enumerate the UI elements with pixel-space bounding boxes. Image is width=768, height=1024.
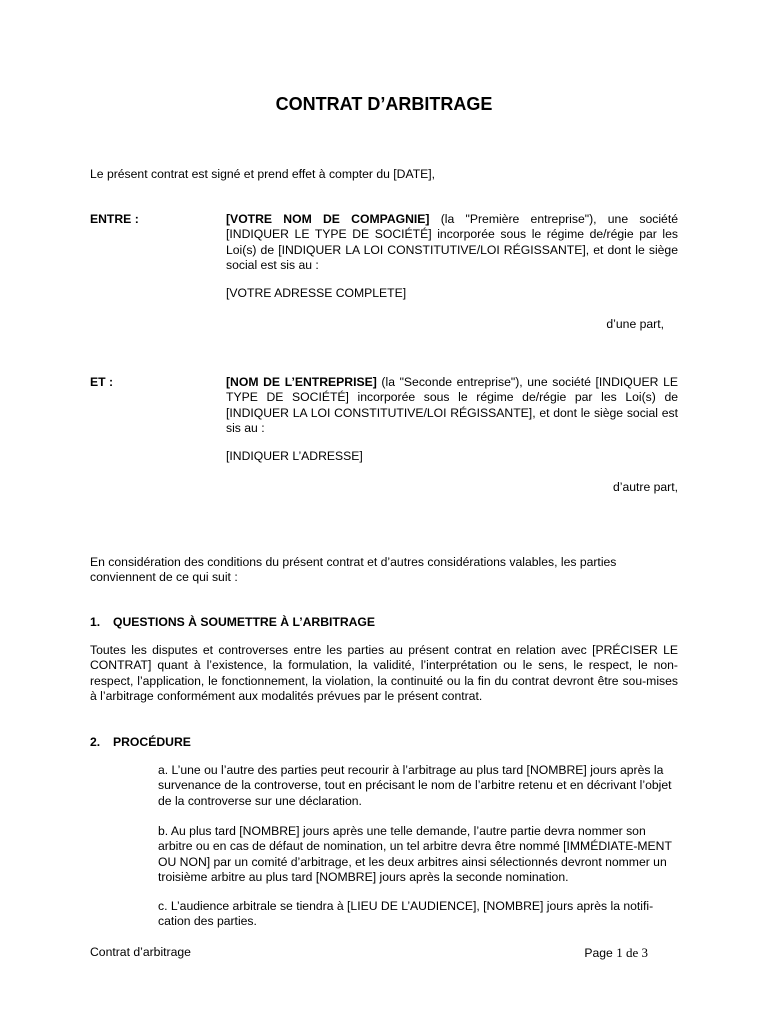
footer-page-label: Page	[584, 946, 617, 960]
party2-name: [NOM DE L’ENTREPRISE]	[226, 375, 377, 389]
section2-item-a: a. L’une ou l’autre des parties peut recourir à l’arbitrage au plus tard [NOMBRE] jours après la survenance de la controverse, tout en précisant le nom de l’arbitre retenu et en décrivant l’objet de la controverse sur une déclaration.	[158, 763, 672, 808]
document-title: CONTRAT D’ARBITRAGE	[275, 94, 493, 114]
footer-document-name: Contrat d’arbitrage	[90, 945, 191, 959]
party1-side: d’une part,	[606, 317, 664, 331]
section2-item-c: c. L’audience arbitrale se tiendra à [LIEU DE L’AUDIENCE], [NOMBRE] jours après la notifi-cation des parties.	[158, 899, 654, 929]
footer-page-sep: de	[622, 945, 642, 960]
section1-number: 1.	[90, 615, 101, 629]
party2-label: ET :	[90, 375, 114, 389]
section2-item-b: b. Au plus tard [NOMBRE] jours après une telle demande, l’autre partie devra nommer son arbitre ou en cas de défaut de nomination, un tel arbitre devra être nommé [IMMÉDIATE-MENT OU NON] par un comité d’arbitrage, et les deux arbitres ainsi sélectionnés devront nommer un troisième arbitre au plus tard [NOMBRE] jours après la seconde nomination.	[158, 824, 672, 885]
section2-number: 2.	[90, 735, 101, 749]
party2-description: (la "Seconde entreprise"), une société [INDIQUER LE TYPE DE SOCIÉTÉ] incorporée sous le régime de/régie par les Loi(s) de [INDIQUER LA LOI CONSTITUTIVE/LOI RÉGISSANTE], et dont le siège social est sis au :	[226, 375, 679, 436]
consideration-paragraph: En considération des conditions du présent contrat et d’autres considérations valables, les parties conviennent de ce qui suit :	[90, 555, 617, 585]
party1-name: [VOTRE NOM DE COMPAGNIE]	[226, 212, 430, 226]
section1-body: Toutes les disputes et controverses entre les parties au présent contrat en relation avec [PRÉCISER LE CONTRAT] quant à l’existence, la formulation, la validité, l’interprétation ou le sens, le respect, le non-respect, l’application, le fonctionnement, la violation, la continuité ou la fin du contrat devront être sou-mises à l’arbitrage conformément aux modalités prévues par le présent contrat.	[90, 643, 678, 704]
section2-heading	[90, 735, 191, 750]
party1-label: ENTRE :	[90, 212, 139, 226]
party1-address: [VOTRE ADRESSE COMPLETE]	[226, 286, 407, 300]
section1-title: QUESTIONS À SOUMETTRE À L’ARBITRAGE	[113, 615, 376, 629]
section1-heading	[90, 615, 375, 630]
footer-page-number	[584, 945, 648, 961]
party2-text	[226, 375, 678, 437]
intro-paragraph: Le présent contrat est signé et prend effet à compter du [DATE],	[90, 167, 436, 181]
footer-page-total: 3	[641, 945, 648, 960]
party1-text	[226, 212, 678, 274]
section2-title: PROCÉDURE	[113, 735, 191, 749]
party2-address: [INDIQUER L’ADRESSE]	[226, 449, 363, 463]
party2-side: d’autre part,	[612, 480, 678, 494]
footer-page-current: 1	[616, 945, 623, 960]
party1-description: (la "Première entreprise"), une société [INDIQUER LE TYPE DE SOCIÉTÉ] incorporée sous le régime de/régie par les Loi(s) de [INDIQUER LA LOI CONSTITUTIVE/LOI RÉGISSANTE], et dont le siège social est sis au :	[226, 212, 678, 273]
